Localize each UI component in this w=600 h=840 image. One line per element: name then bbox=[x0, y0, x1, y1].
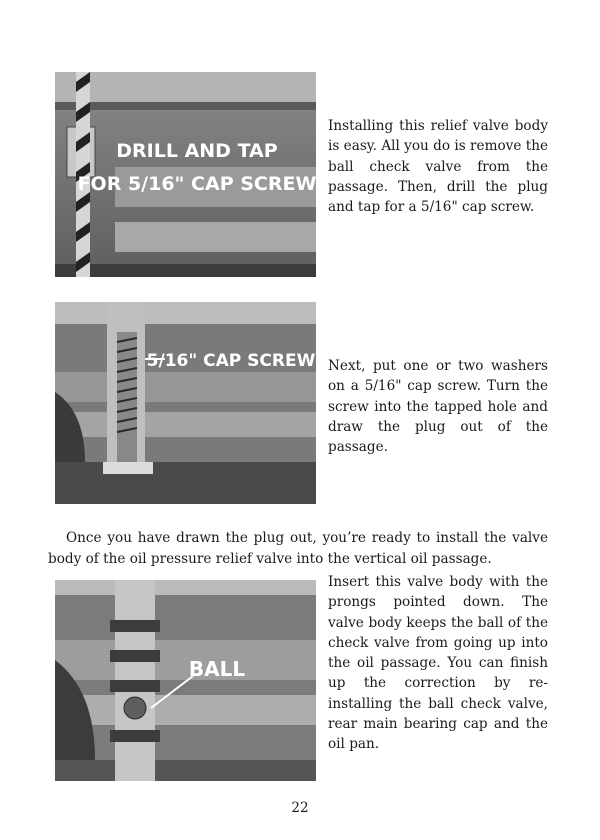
paragraph-install-valve-body bbox=[48, 528, 548, 570]
paragraph-install-relief-valve: Installing this relief valve body is easy. All you do is remove the ball check valve from the passage. Then, drill the plug and tap for a 5/16" cap screw. bbox=[328, 118, 548, 216]
illustration-cap-screw bbox=[55, 302, 316, 504]
page-number: 22 bbox=[291, 800, 309, 816]
cap-screw-size-label: FOR 5/16" CAP SCREW bbox=[77, 173, 316, 195]
paragraph-insert-valve-body: Insert this valve body with the prongs pointed down. The valve body keeps the ball of the check valve from going up into the oil passage. You can finish up the correction by re-installing the ball check valve, rear main bearing cap and the oil pan. bbox=[328, 574, 548, 753]
cap-screw-label: 5/16" CAP SCREW bbox=[146, 351, 316, 371]
drill-illustration bbox=[55, 72, 316, 277]
paragraph-install-valve-body-text: Once you have drawn the plug out, you’re ready to install the valve body of the oil pressure relief valve into the vertical oil passage. bbox=[48, 530, 548, 567]
drill-and-tap-label: DRILL AND TAP bbox=[116, 140, 278, 162]
illustration-ball bbox=[55, 580, 316, 781]
ball-illustration bbox=[55, 580, 316, 781]
cap-screw-illustration bbox=[55, 302, 316, 504]
ball-label: BALL bbox=[188, 657, 246, 681]
paragraph-washers: Next, put one or two washers on a 5/16" cap screw. Turn the screw into the tapped hole and draw the plug out of the passage. bbox=[328, 358, 548, 456]
illustration-drill-and-tap bbox=[55, 72, 316, 277]
